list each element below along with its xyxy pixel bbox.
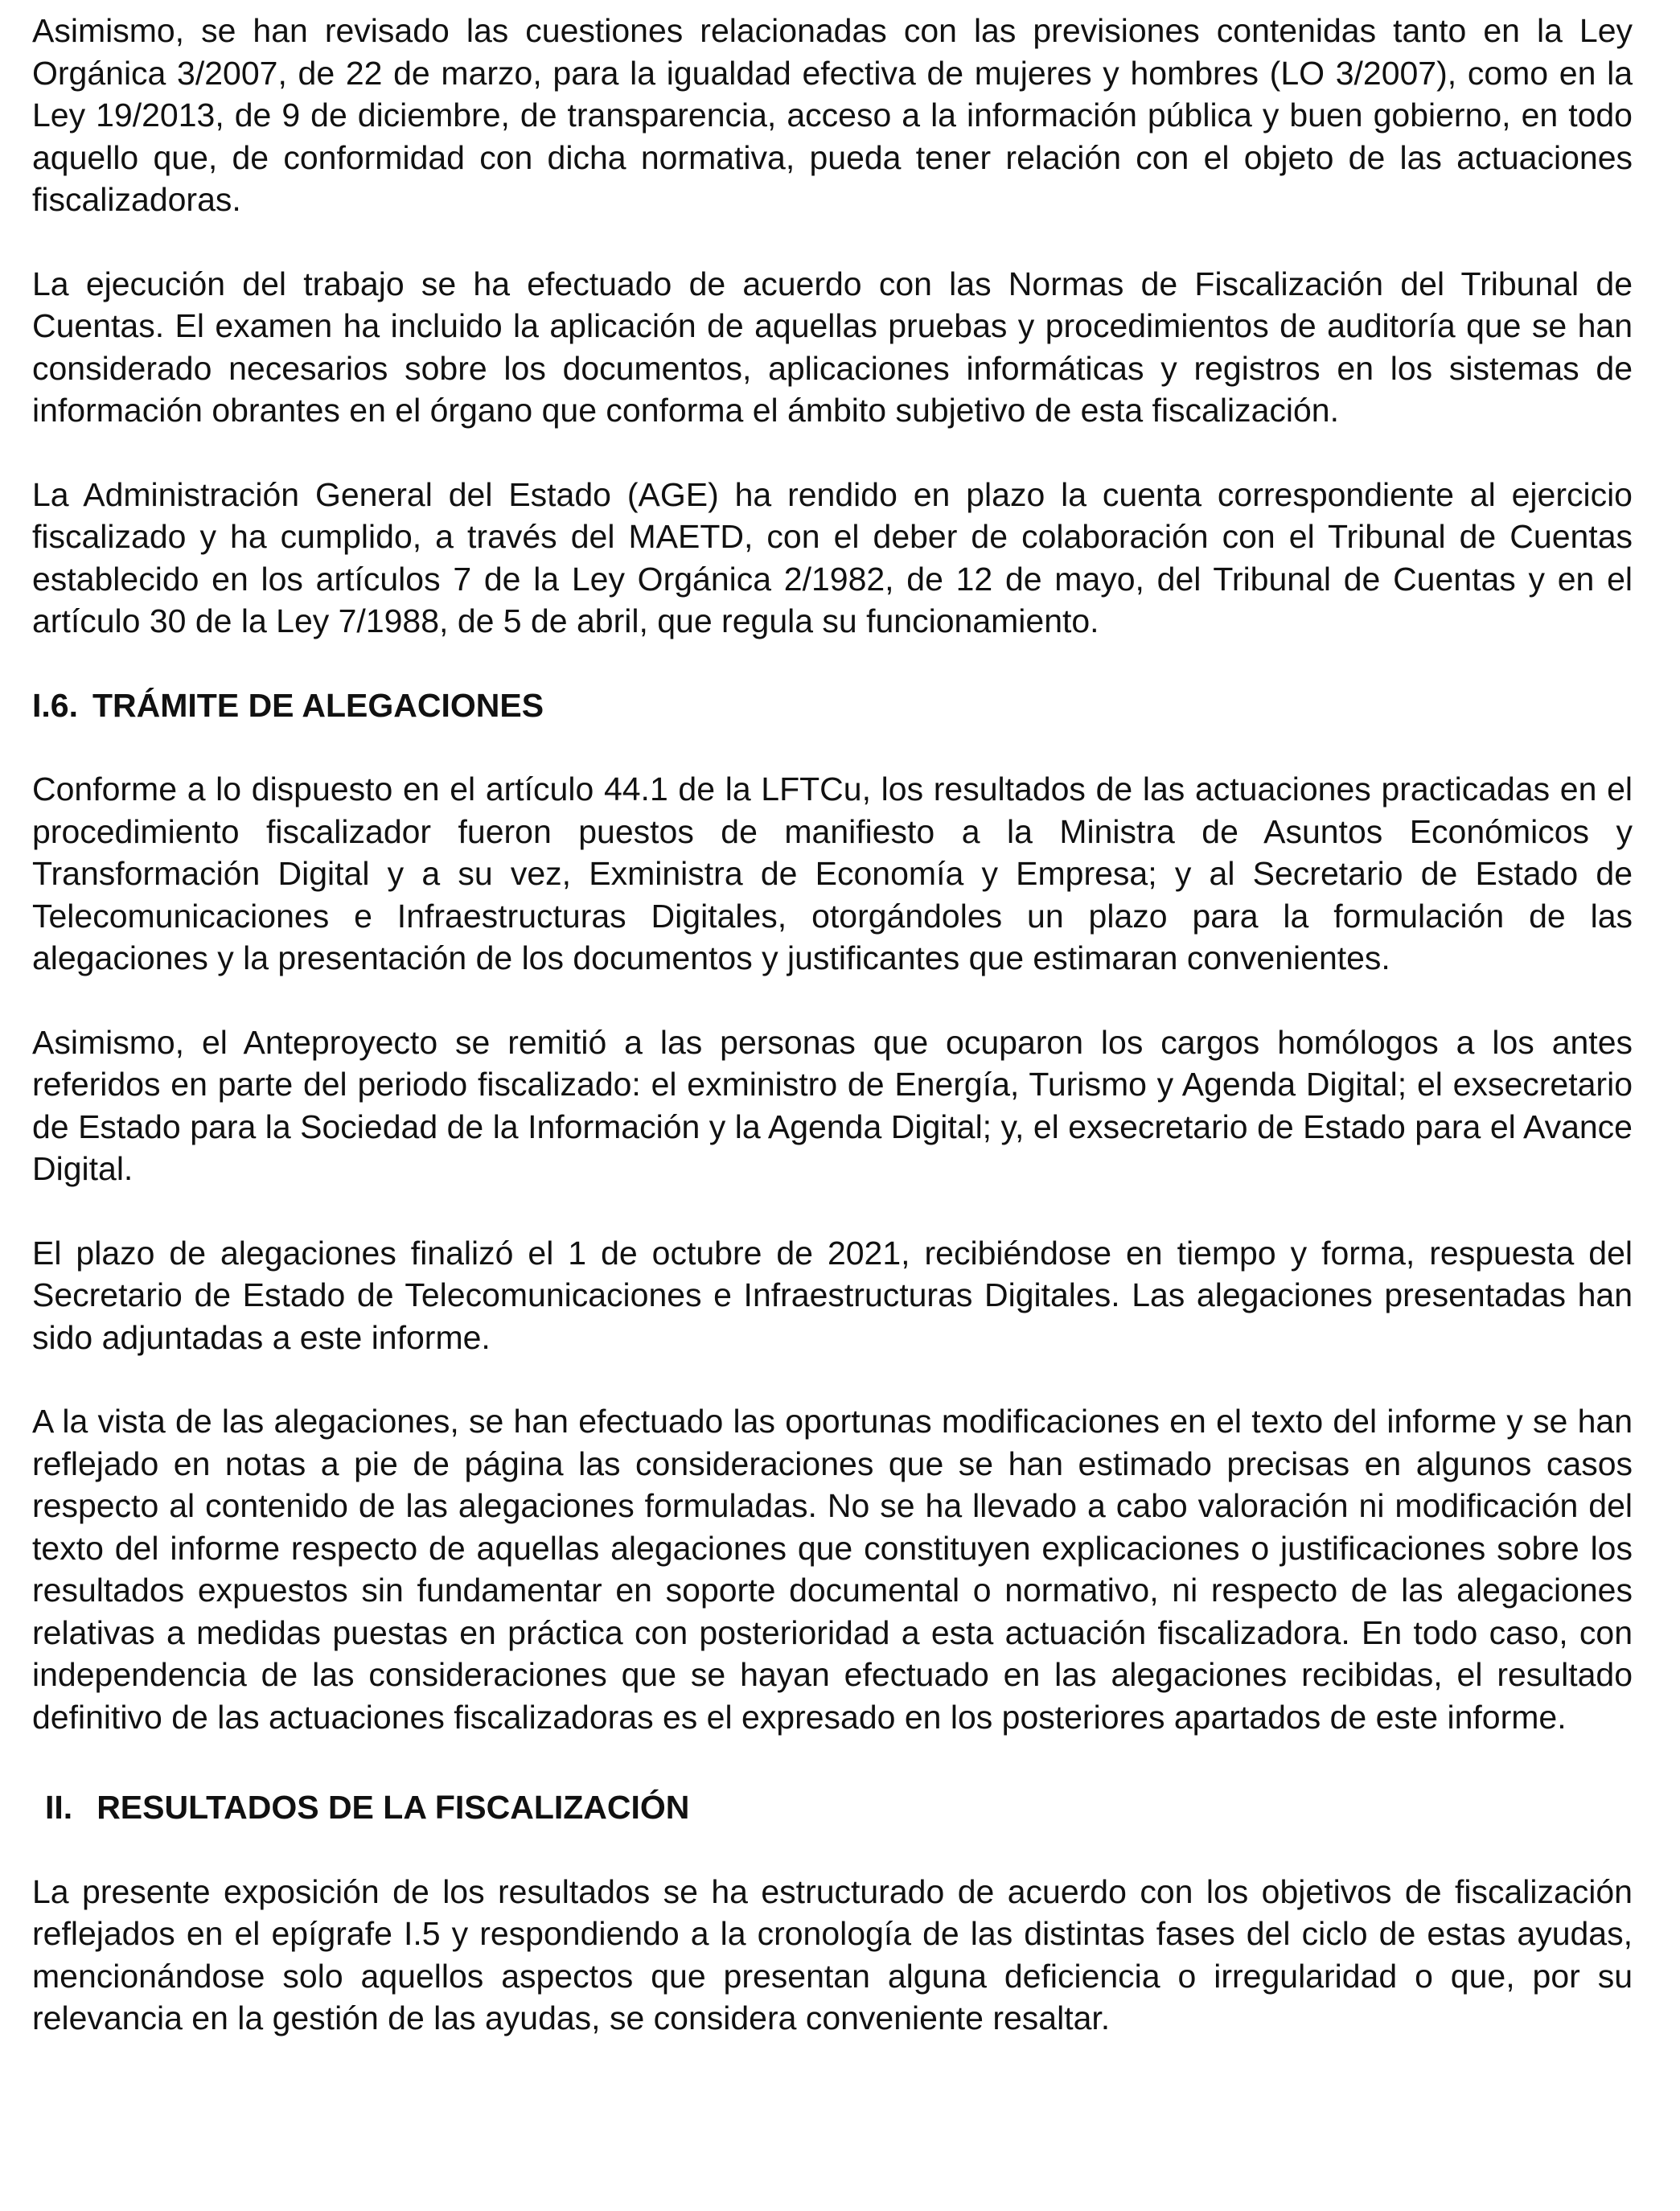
section-heading-tramite-alegaciones xyxy=(32,684,1633,727)
paragraph-anteproyecto: Asimismo, el Anteproyecto se remitió a las personas que ocuparon los cargos homólogos a los antes referidos en parte del periodo fiscalizado: el exministro de Energía, Turismo y Agenda Digital; el exsecretario de Estado para la Sociedad de la Información y la Agenda Digital; y, el exsecretario de Estado para el Avance Digital. xyxy=(32,1023,1633,1187)
section-title: RESULTADOS DE LA FISCALIZACIÓN xyxy=(97,1789,690,1826)
paragraph-vista-alegaciones: A la vista de las alegaciones, se han efectuado las oportunas modificaciones en el texto del informe y se han reflejado en notas a pie de página las consideraciones que se han estimado precisas en algunos casos respecto al contenido de las alegaciones formuladas. No se ha llevado a cabo valoración ni modificación del texto del informe respecto de aquellas alegaciones que constituyen explicaciones o justificaciones sobre los resultados expuestos sin fundamentar en soporte documental o normativo, ni respecto de las alegaciones relativas a medidas puestas en práctica con posterioridad a esta actuación fiscalizadora. En todo caso, con independencia de las consideraciones que se hayan efectuado en las alegaciones recibidas, el resultado definitivo de las actuaciones fiscalizadoras es el expresado en los posteriores apartados de este informe. xyxy=(32,1403,1633,1736)
section-title: TRÁMITE DE ALEGACIONES xyxy=(92,686,544,724)
paragraph-plazo-alegaciones: El plazo de alegaciones finalizó el 1 de octubre de 2021, recibiéndose en tiempo y forma, respuesta del Secretario de Estado de Telecomunicaciones e Infraestructuras Digitales. Las alegaciones presentadas han sido adjuntadas a este informe. xyxy=(32,1234,1633,1356)
paragraph-exposicion-resultados: La presente exposición de los resultados se ha estructurado de acuerdo con los objetivos de fiscalización reflejados en el epígrafe I.5 y respondiendo a la cronología de las distintas fases del ciclo de estas ayudas, mencionándose solo aquellos aspectos que presentan alguna deficiencia o irregularidad o que, por su relevancia en la gestión de las ayudas, se considera conveniente resaltar. xyxy=(32,1872,1633,2036)
section-heading-resultados xyxy=(32,1786,1633,1829)
section-number: II. xyxy=(45,1789,73,1826)
paragraph-ejecucion-trabajo: La ejecución del trabajo se ha efectuado de acuerdo con las Normas de Fiscalización del Tribunal de Cuentas. El examen ha incluido la aplicación de aquellas pruebas y procedimientos de auditoría que se han considerado necesarios sobre los documentos, aplicaciones informáticas y registros en los sistemas de información obrantes en el órgano que conforma el ámbito subjetivo de esta fiscalización. xyxy=(32,265,1633,429)
paragraph-conforme: Conforme a lo dispuesto en el artículo 44.1 de la LFTCu, los resultados de las actuaciones practicadas en el procedimiento fiscalizador fueron puestos de manifiesto a la Ministra de Asuntos Económicos y Transformación Digital y a su vez, Exministra de Economía y Empresa; y al Secretario de Estado de Telecomunicaciones e Infraestructuras Digitales, otorgándoles un plazo para la formulación de las alegaciones y la presentación de los documentos y justificantes que estimaran convenientes. xyxy=(32,771,1633,976)
section-number: I.6. xyxy=(32,686,78,724)
document-page xyxy=(32,10,1633,2040)
paragraph-rendicion-cuenta: La Administración General del Estado (AGE) ha rendido en plazo la cuenta correspondiente al ejercicio fiscalizado y ha cumplido, a través del MAETD, con el deber de colaboración con el Tribunal de Cuentas establecido en los artículos 7 de la Ley Orgánica 2/1982, de 12 de mayo, del Tribunal de Cuentas y en el artículo 30 de la Ley 7/1988, de 5 de abril, que regula su funcionamiento. xyxy=(32,475,1633,639)
paragraph-normativa: Asimismo, se han revisado las cuestiones relacionadas con las previsiones contenidas tanto en la Ley Orgánica 3/2007, de 22 de marzo, para la igualdad efectiva de mujeres y hombres (LO 3/2007), como en la Ley 19/2013, de 9 de diciembre, de transparencia, acceso a la información pública y buen gobierno, en todo aquello que, de conformidad con dicha normativa, pueda tener relación con el objeto de las actuaciones fiscalizadoras. xyxy=(32,12,1633,218)
